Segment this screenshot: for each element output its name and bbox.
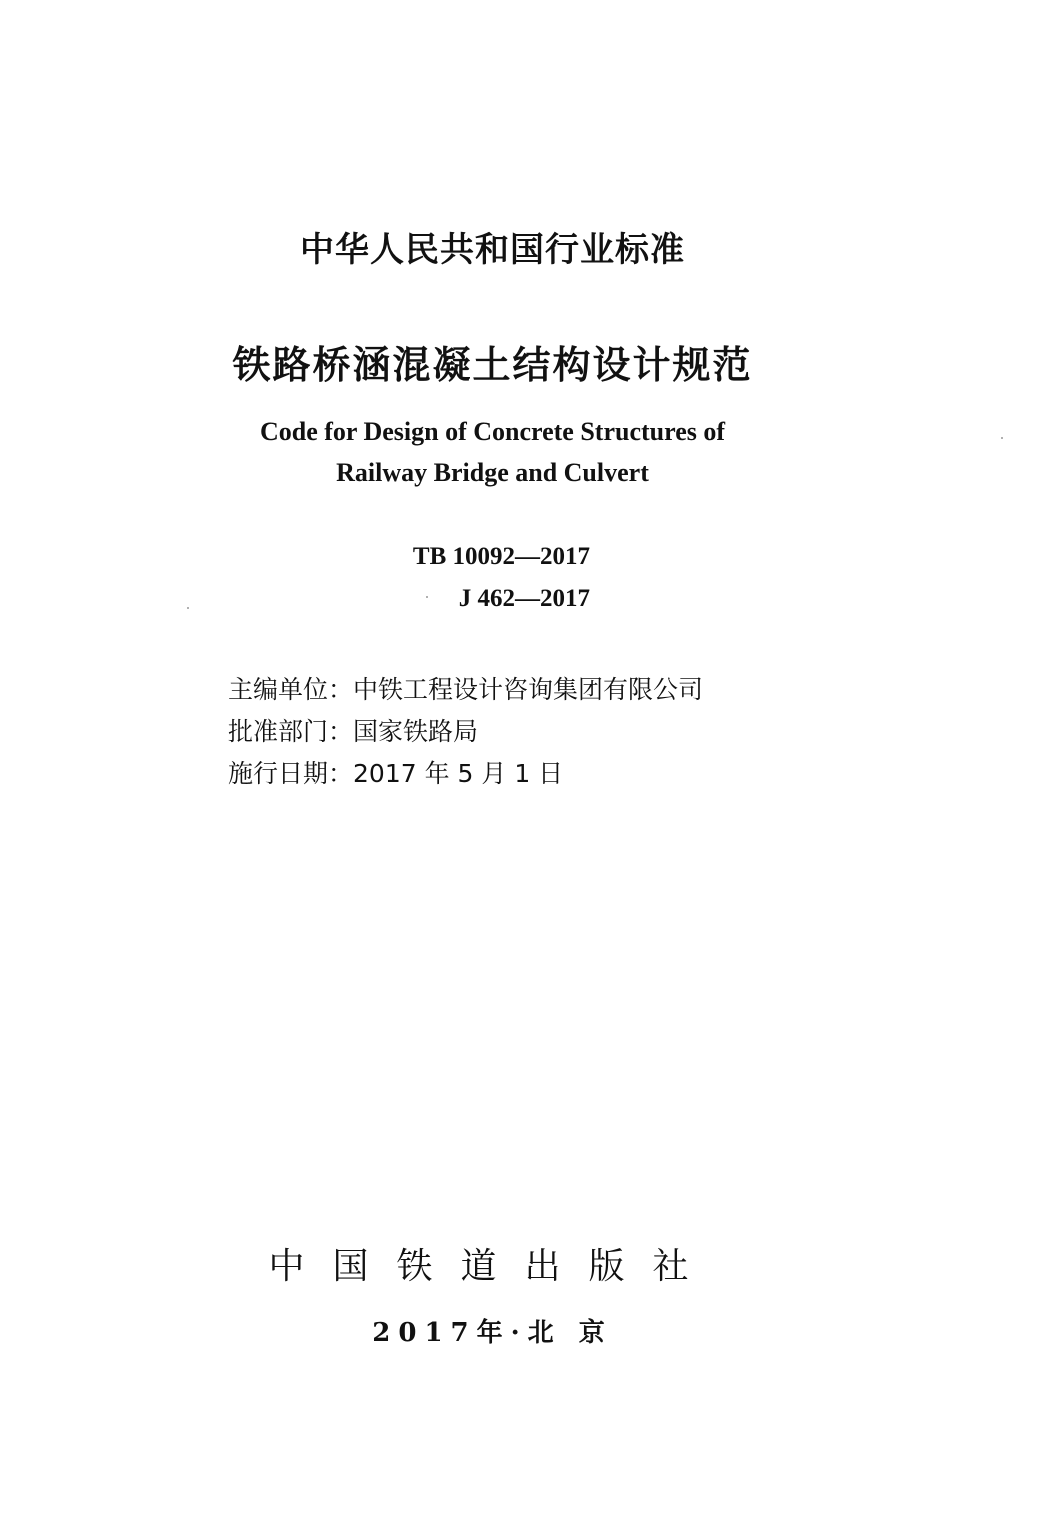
publisher-name: 中国铁道出版社 (268, 1246, 717, 1287)
english-title-line-1: Code for Design of Concrete Structures of (259, 417, 726, 446)
editor-unit-label: 主编单位： (228, 675, 354, 704)
effective-date-line (228, 754, 563, 790)
english-title-line-2: Railway Bridge and Culvert (336, 458, 649, 487)
standard-category: 中华人民共和国行业标准 (300, 230, 685, 270)
scan-speck (1001, 437, 1003, 439)
effective-date-label: 施行日期： (228, 759, 354, 788)
approval-dept-value: 国家铁路局 (353, 717, 479, 746)
tb-standard-number: TB 10092—2017 (412, 543, 590, 570)
approval-dept-label: 批准部门： (228, 717, 354, 746)
approval-dept-line (228, 712, 478, 748)
chinese-title: 铁路桥涵混凝土结构设计规范 (232, 343, 753, 387)
j-standard-number: J 462—2017 (458, 585, 590, 612)
imprint-year-place: 2017年·北 京 (372, 1318, 613, 1348)
editor-unit-line (228, 670, 703, 706)
editor-unit-value: 中铁工程设计咨询集团有限公司 (353, 675, 704, 704)
effective-date-value: 2017 年 5 月 1 日 (353, 759, 564, 788)
scan-speck (426, 596, 428, 598)
scan-speck (187, 607, 189, 609)
